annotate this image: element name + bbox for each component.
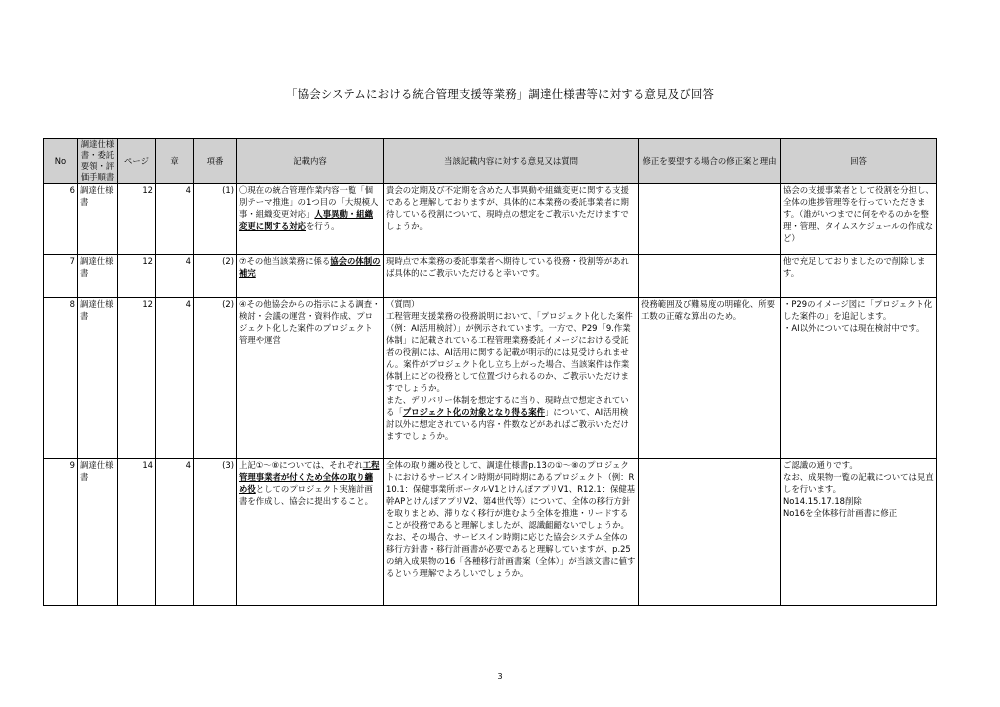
cell-content (237, 255, 384, 298)
cell-answer: ・P29のイメージ図に「プロジェクト化した案件の」を追記します。 ・AI以外については現在検討中です。 (781, 298, 937, 459)
cell-answer: ご認識の通りです。 なお、成果物一覧の記載については見直しを行います。 No14.15.17.18削除 No16を全体移行計画書に修正 (781, 459, 937, 606)
cell-item: (2) (194, 255, 237, 298)
cell-no: 9 (44, 459, 78, 606)
header-answer: 回答 (781, 139, 937, 184)
cell-content (237, 459, 384, 606)
cell-page: 12 (118, 298, 156, 459)
header-content: 記載内容 (237, 139, 384, 184)
opinion-tail: 」について、AI活用検討以外に想定されている内容・件数などがあればご教示いただけますでしょうか。 (386, 407, 629, 441)
cell-doc: 調達仕様書 (78, 184, 118, 255)
cell-doc: 調達仕様書 (78, 459, 118, 606)
cell-content (237, 184, 384, 255)
cell-no: 6 (44, 184, 78, 255)
cell-opinion: 現時点で本業務の委託事業者へ期待している役務・役割等があれば具体的にご教示いただけると幸いです。 (384, 255, 639, 298)
cell-no: 7 (44, 255, 78, 298)
table-row (44, 298, 937, 459)
content-text: 〇現在の統合管理作業内容一覧「個別テーマ推進」の1つ目の「大規模人事・組織変更対応」 (239, 185, 379, 219)
opinion-table (43, 138, 937, 606)
header-fix: 修正を要望する場合の修正案と理由 (639, 139, 781, 184)
table-header-row (44, 139, 937, 184)
content-text: 上記①～⑧については、それぞれ (239, 460, 363, 470)
cell-fix (639, 255, 781, 298)
cell-fix (639, 184, 781, 255)
cell-item: (3) (194, 459, 237, 606)
page-number: 3 (497, 672, 503, 681)
table-row (44, 459, 937, 606)
cell-opinion: 貴会の定期及び不定期を含めた人事異動や組織変更に関する支援であると理解しておりますが、具体的に本業務の委託事業者に期待している役割について、現時点の想定をご教示いただけますでしょうか。 (384, 184, 639, 255)
header-item: 項番 (194, 139, 237, 184)
cell-item: (1) (194, 184, 237, 255)
content-tail: を行う。 (306, 221, 340, 231)
header-no: No (44, 139, 78, 184)
cell-fix: 役務範囲及び難易度の明確化、所要工数の正確な算出のため。 (639, 298, 781, 459)
cell-opinion (384, 298, 639, 459)
cell-answer: 協会の支援事業者として役割を分担し、全体の進捗管理等を行っていただきます。（誰がいつまでに何をやるのかを整理・管理、タイムスケジュールの作成など） (781, 184, 937, 255)
content-text: ⑦その他当該業務に係る (239, 256, 331, 266)
content-tail: としてのプロジェクト実施計画書を作成し、協会に提出すること。 (239, 484, 373, 506)
content-emphasis: 工程管理事業者が付くため全体の取り纏め役 (239, 460, 380, 494)
cell-answer: 他で充足しておりましたので削除します。 (781, 255, 937, 298)
cell-opinion: 全体の取り纏め役として、調達仕様書p.13の①～⑧のプロジェクトにおけるサービスイン時期が同時期にあるプロジェクト（例：R10.1：保健事業所ポータルV1とけんぽアプリV1、R12.1：保健基幹APとけんぽアプリV2、第4世代等）について、全体の移行方針を取りまとめ、滞りなく移行が進むよう全体を推進・リードすることが役務であると理解しましたが、認識齟齬ないでしょうか。 なお、その場合、サービスイン時期に応じた協会システム全体の移行方針書・移行計画書が必要であると理解していますが、p.25の納入成果物の16「各種移行計画書案（全体）」が当該文書に値するという理解でよろしいでしょうか。 (384, 459, 639, 606)
page-title: 「協会システムにおける統合管理支援等業務」調達仕様書等に対する意見及び回答 (285, 87, 715, 101)
opinion-text: （質問） 工程管理支援業務の役務説明において、「プロジェクト化した案件（例：AI活用検討）」が例示されています。一方で、P29「9.作業体制」に記載されている工程管理業務委託イメージにおける受託者の役割には、AI活用に関する記載が明示的には見受けられません。案件がプロジェクト化し立ち上がった場合、当該案件は作業体制上にどの役務として位置づけられるのか、ご教示いただけますでしょうか。 また、デリバリー体制を想定するに当り、現時点で想定されている「 (386, 299, 633, 417)
cell-no: 8 (44, 298, 78, 459)
cell-page: 14 (118, 459, 156, 606)
cell-chapter: 4 (156, 298, 194, 459)
cell-fix (639, 459, 781, 606)
cell-chapter: 4 (156, 459, 194, 606)
table-row (44, 184, 937, 255)
cell-doc: 調達仕様書 (78, 298, 118, 459)
header-chapter: 章 (156, 139, 194, 184)
opinion-emphasis: プロジェクト化の対象となり得る案件 (402, 407, 545, 417)
cell-content (237, 298, 384, 459)
cell-chapter: 4 (156, 255, 194, 298)
cell-page: 12 (118, 184, 156, 255)
cell-page: 12 (118, 255, 156, 298)
cell-chapter: 4 (156, 184, 194, 255)
header-page: ページ (118, 139, 156, 184)
content-emphasis: 協会の体制の補完 (239, 256, 381, 278)
table-row (44, 255, 937, 298)
cell-item: (2) (194, 298, 237, 459)
cell-doc: 調達仕様書 (78, 255, 118, 298)
header-doc: 調達仕様書・委託要領・評価手順書 (78, 139, 118, 184)
header-opinion: 当該記載内容に対する意見又は質問 (384, 139, 639, 184)
content-emphasis: 人事異動・組織変更に関する対応 (239, 209, 373, 231)
content-text: ④その他協会からの指示による調査・検討・会議の運営・資料作成、プロジェクト化した案件のプロジェクト管理や運営 (239, 299, 381, 345)
